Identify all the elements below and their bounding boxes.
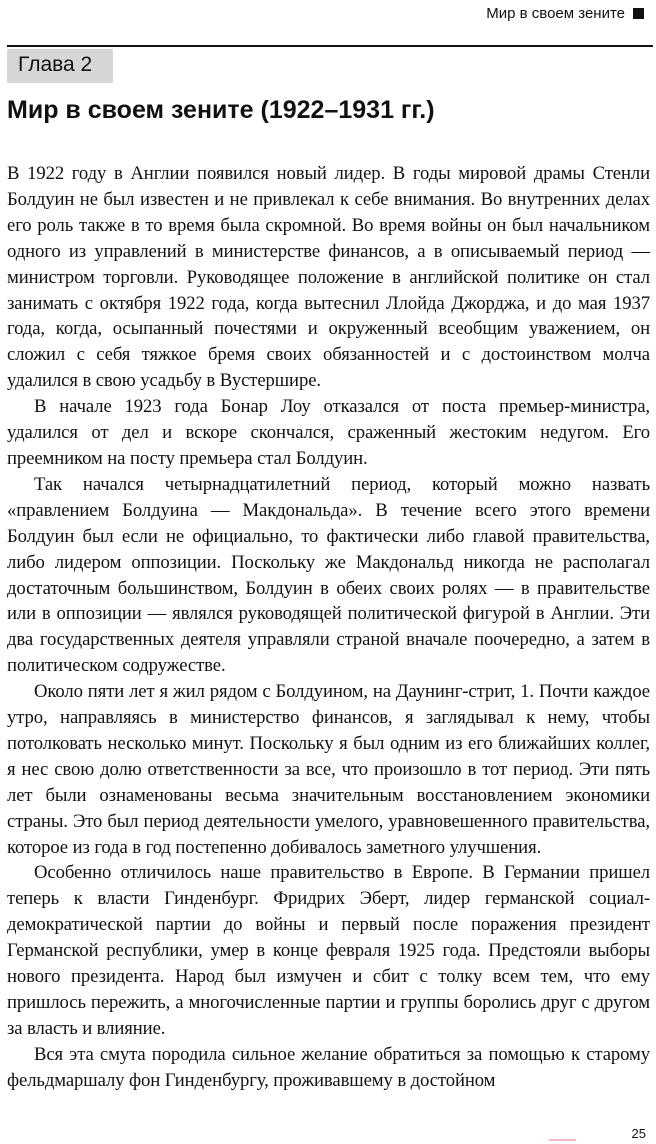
paragraph-4: Около пяти лет я жил рядом с Болдуином, на Даунинг-стрит, 1. Почти каждое утро, направляясь в министерство финансов, я заглядывал к нему, чтобы потолковать несколько минут. Поскольку я был одним из его ближайших коллег, я нес свою долю ответственности за все, что произошло в тот период. Эти пять лет были ознаменованы весьма значительным восстановлением экономики страны. Это был период деятельности умелого, уравновешенного правительства, которое из года в год постепенно добивалось заметного улучшения. xyxy=(7,681,650,858)
paragraph-5: Особенно отличилось наше правительство в Европе. В Германии пришел теперь к власти Гинденбург. Фридрих Эберт, лидер германской социал-демократической партии до войны и первый после поражения президент Германской республики, умер в конце февраля 1925 года. Предстояли выборы нового президента. Народ был измучен и сбит с толку всем тем, что ему пришлось пережить, а многочисленные партии и группы боролись друг с другом за власть и влияние. xyxy=(7,862,650,1039)
paragraph-6: Вся эта смута породила сильное желание обратиться за помощью к старому фельдмаршалу фон Гинденбургу, проживавшему в достойном xyxy=(7,1043,650,1091)
chapter-label: Глава 2 xyxy=(7,49,113,83)
running-header-title: Мир в своем зените xyxy=(486,4,625,22)
chapter-title: Мир в своем зените (1922–1931 гг.) xyxy=(7,96,435,124)
body-text xyxy=(7,161,650,1094)
paragraph-3: Так начался четырнадцатилетний период, который можно назвать «правлением Болдуина — Макдональда». В течение всего этого времени Болдуин был если не официально, то фактически либо главой правительства, либо лидером оппозиции. Поскольку же Макдональд никогда не располагал достаточным большинством, Болдуин в обеих своих ролях — в правительстве или в оппозиции — являлся руководящей политической фигурой в Англии. Эти два государственных деятеля управляли страной вначале поочередно, а затем в политическом содружестве. xyxy=(7,473,650,677)
footer-mark xyxy=(549,1139,576,1141)
page-number: 25 xyxy=(631,1126,646,1141)
header-square-marker xyxy=(633,8,644,19)
paragraph-2: В начале 1923 года Бонар Лоу отказался от поста премьер-министра, удалился от дел и вскоре скончался, сраженный жестоким недугом. Его преемником на посту премьера стал Болдуин. xyxy=(7,396,650,469)
paragraph-1: В 1922 году в Англии появился новый лидер. В годы мировой драмы Стенли Болдуин не был известен и не привлекал к себе внимания. Во внутренних делах его роль также в то время была скромной. Во время войны он был начальником одного из управлений в министерстве финансов, а в описываемый период — министром торговли. Руководящее положение в английской политике он стал занимать с октября 1922 года, когда вытеснил Ллойда Джорджа, и до мая 1937 года, когда, осыпанный почестями и окруженный всеобщим уважением, он сложил с себя тяжкое бремя своих обязанностей и с достоинством молча удалился в свою усадьбу в Вустершире. xyxy=(7,163,650,392)
running-header xyxy=(486,3,644,23)
header-rule xyxy=(7,45,653,47)
